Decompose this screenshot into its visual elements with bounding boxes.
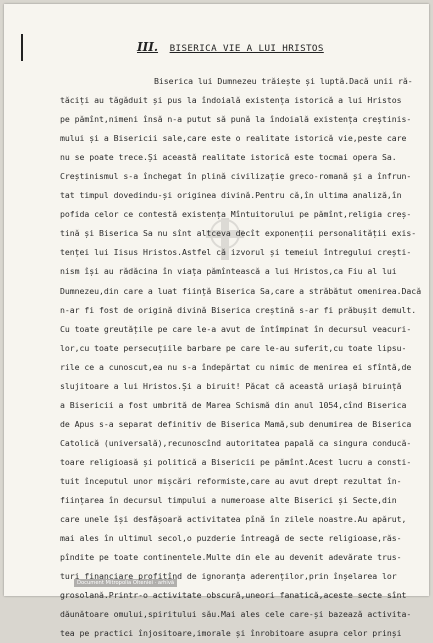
text-line: Cu toate greutățile pe care le-a avut de întîmpinat în decursul veacuri- [60, 323, 412, 334]
section-numeral: III. [137, 40, 159, 54]
text-line: tat timpul dovedindu-și originea divină.Pentru că,în ultima analiză,în [60, 190, 402, 201]
footer-strip: Document Mitropolia Olteniei · arhivă [74, 579, 177, 587]
text-line: care unele își desfășoară activitatea pînă în zilele noastre.Au apărut, [60, 514, 407, 525]
text-line: dăunătoare omului,spiritului său.Mai ales cele care-și bazează activita- [60, 609, 412, 620]
text-line: Dumnezeu,din care a luat ființă Biserica Sa,care a străbătut omenirea.Dacă [60, 285, 422, 296]
text-line: nism își au rădăcina în viața pămîntească a lui Hristos,ca Fiu al lui [60, 266, 397, 277]
text-line: Catolică (universală),recunoscînd autoritatea papală ca singura conducă- [60, 437, 412, 448]
text-line: turi financiare profitînd de ignoranța aderenților,prin înșelarea lor [60, 571, 397, 582]
text-line: pe pămînt,nimeni însă n-a putut să pună la îndoială existența creștinis- [60, 114, 412, 125]
text-line: rile ce a cunoscut,ea nu s-a îndepărtat cu nimic de menirea ei sfîntă,de [60, 361, 412, 372]
text-line: pofida celor ce contestă existența Mîntuitorului pe pămînt,religia creș- [60, 209, 412, 220]
document-body [60, 72, 420, 643]
text-line: tea pe practici înjositoare,imorale și înrobitoare asupra celor prinși [60, 628, 402, 639]
text-line: nu se poate trece.Și această realitate istorică este tocmai opera Sa. [60, 152, 397, 163]
text-line: ființarea în decursul timpului a numeroase alte Biserici și Secte,din [60, 495, 397, 506]
text-line: grosolană.Printr-o activitate obscură,uneori fanatică,aceste secte sînt [60, 590, 407, 601]
text-line: a Bisericii a fost umbrită de Marea Schismă din anul 1054,cînd Biserica [60, 399, 407, 410]
section-title: BISERICA VIE A LUI HRISTOS [169, 43, 324, 54]
text-line: tuit începutul unor mișcări reformiste,care au avut drept rezultat în- [60, 475, 402, 486]
section-heading [137, 40, 324, 54]
text-line: tenței lui Iisus Hristos.Astfel că izvorul și temeiul întregului crești- [60, 247, 412, 258]
text-line: slujitoare a lui Hristos.Și a biruit! Păcat că această uriașă biruință [60, 380, 402, 391]
margin-mark [21, 34, 23, 61]
document-page [4, 4, 429, 639]
text-line: Biserica lui Dumnezeu trăiește și luptă.Dacă unii ră- [154, 76, 413, 86]
text-line: pîndite pe toate continentele.Multe din ele au devenit adevărate trus- [60, 552, 402, 563]
text-line: de Apus s-a separat definitiv de Biserica Mamă,sub denumirea de Biserica [60, 418, 412, 429]
text-line: n-ar fi fost de origină divină Biserica creștină s-ar fi prăbușit demult. [60, 304, 417, 315]
text-line: toare religioasă și politică a Bisericii pe pămînt.Acest lucru a consti- [60, 456, 412, 467]
text-line: lor,cu toate persecuțiile barbare pe care le-au suferit,cu toate lipsu- [60, 342, 407, 353]
text-line: mai ales în ultimul secol,o puzderie întreagă de secte religioase,răs- [60, 533, 402, 544]
text-line: tină și Biserica Sa nu sînt altceva decît exponenții personalității exis- [60, 228, 417, 239]
text-line: mului și a Bisericii sale,care este o realitate istorică vie,peste care [60, 133, 407, 144]
text-line: tăciți au tăgăduit și pus la îndoială existența istorică a lui Hristos [60, 95, 402, 106]
text-line: Creștinismul s-a închegat în plină civilizație greco-romană și a înfrun- [60, 171, 412, 182]
